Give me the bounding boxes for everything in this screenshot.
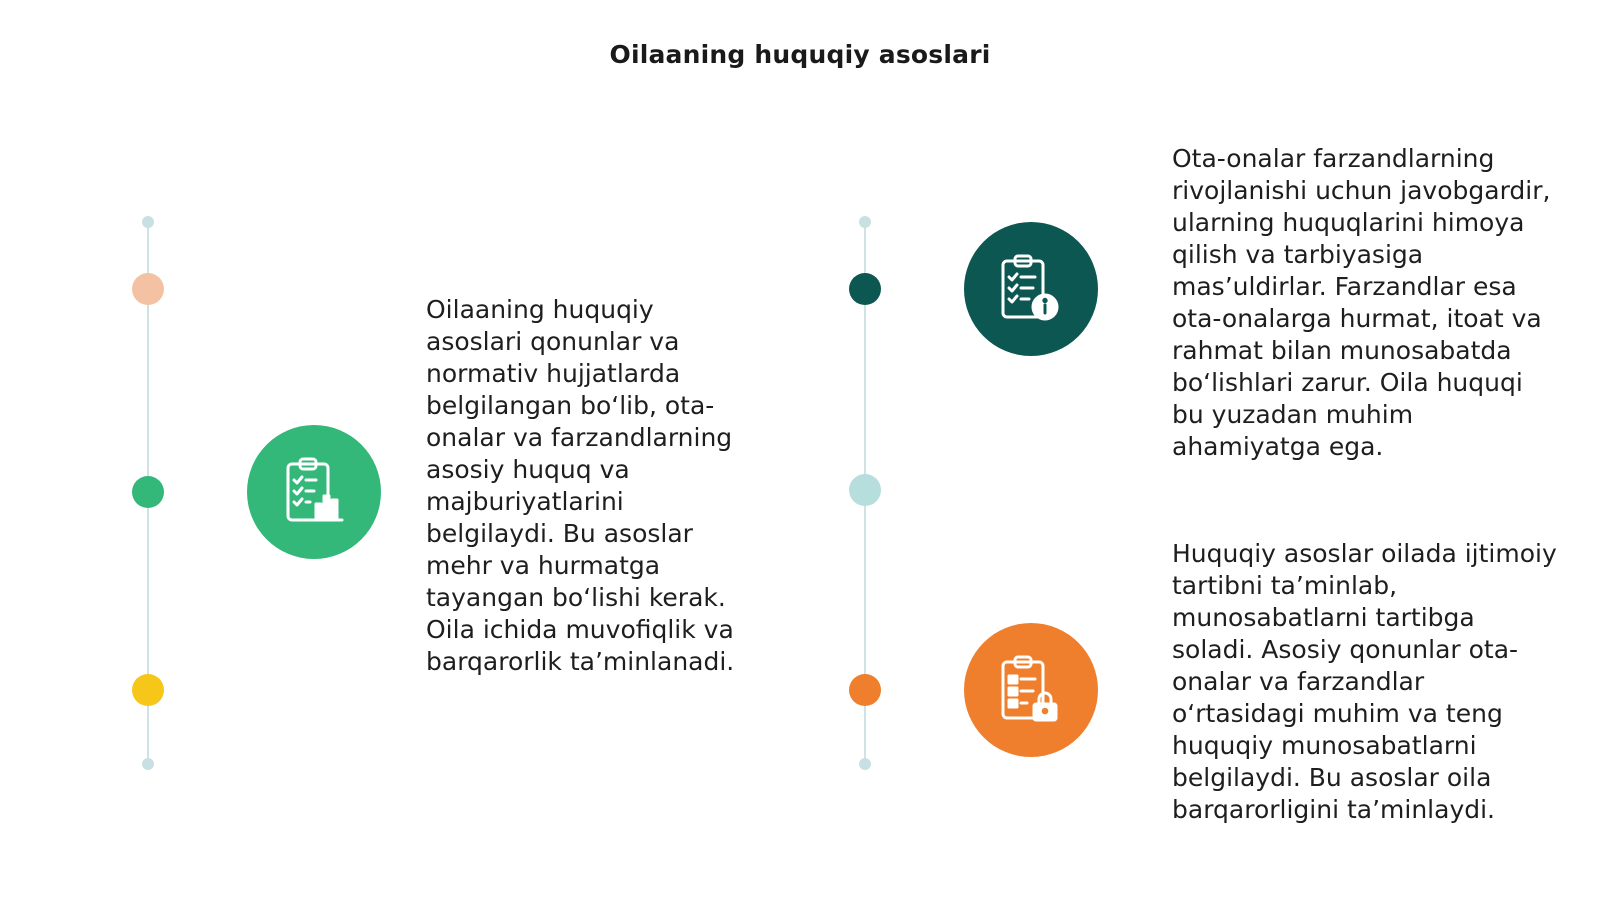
middle-timeline-bottom-cap: [859, 758, 871, 770]
clipboard-info-icon: [964, 222, 1098, 356]
dark-teal-dot: [849, 273, 881, 305]
left-timeline-top-cap: [142, 216, 154, 228]
orange-dot: [849, 674, 881, 706]
center-description: Oilaaning huquqiy asoslari qonunlar va normativ hujjatlarda belgilangan bo‘lib, ota-onalar va farzandlarning asosiy huquq va majburiyatlarini belgilaydi. Bu asoslar mehr va hurmatga tayangan bo‘lishi kerak. Oila ichida muvofiqlik va barqarorlik ta’minlanadi.: [426, 295, 735, 676]
yellow-dot: [132, 674, 164, 706]
left-timeline-bottom-cap: [142, 758, 154, 770]
peach-dot: [132, 273, 164, 305]
right-bottom-description: Huquqiy asoslar oilada ijtimoiy tartibni ta’minlab, munosabatlarni tartibga soladi. Asosiy qonunlar ota-onalar va farzandlar o‘rtasidagi muhim va teng huquqiy munosabatlarni belgilaydi. Bu asoslar oila barqarorligini ta’minlaydi.: [1172, 539, 1557, 824]
middle-timeline-top-cap: [859, 216, 871, 228]
right-top-description: Ota-onalar farzandlarning rivojlanishi uchun javobgardir, ularning huquqlarini himoya qilish va tarbiyasiga mas’uldirlar. Farzandlar esa ota-onalarga hurmat, itoat va rahmat bilan munosabatda bo‘lishlari zarur. Oila huquqi bu yuzadan muhim ahamiyatga ega.: [1172, 144, 1551, 461]
clipboard-chart-icon: [247, 425, 381, 559]
clipboard-lock-icon: [964, 623, 1098, 757]
light-teal-dot: [849, 474, 881, 506]
page-title: Oilaaning huquqiy asoslari: [609, 40, 991, 69]
green-dot: [132, 476, 164, 508]
